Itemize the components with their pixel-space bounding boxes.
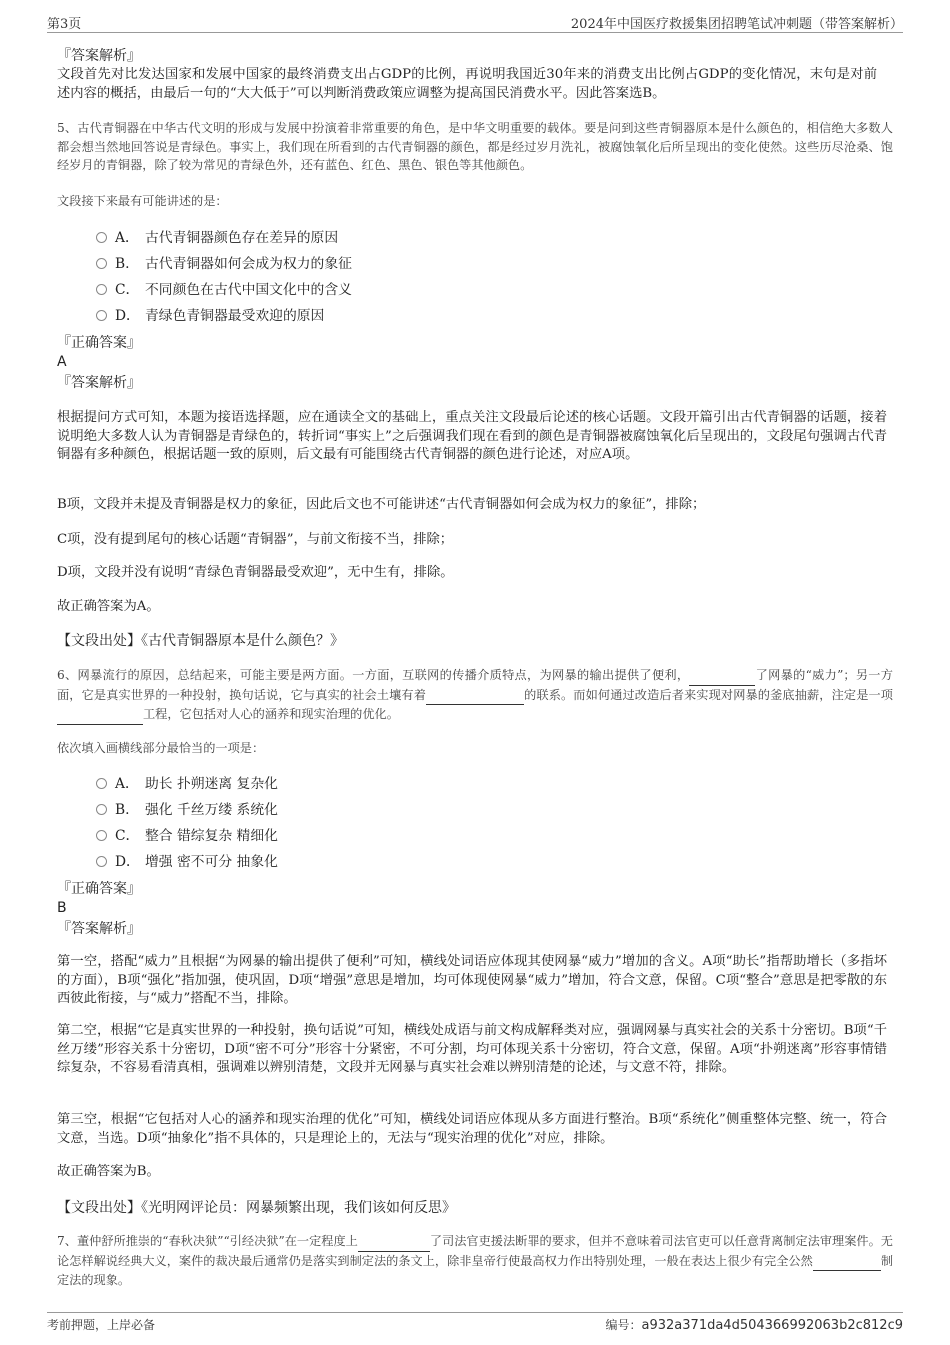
q7-stem <box>57 1232 893 1290</box>
q7-stem-part1: 7、董仲舒所推崇的“春秋决狱”“引经决狱”在一定程度上 <box>57 1234 358 1248</box>
q5-analysis-4: D项，文段并没有说明“青绿色青铜器最受欢迎”，无中生有，排除。 <box>57 565 454 580</box>
document-title: 2024年中国医疗救援集团招聘笔试冲刺题（带答案解析） <box>570 17 903 32</box>
page-footer <box>47 1312 903 1335</box>
q5-option-a[interactable] <box>96 228 338 248</box>
radio-icon[interactable] <box>96 232 107 243</box>
q6-option-a[interactable] <box>96 774 278 794</box>
code-value: a932a371da4d504366992063b2c812c9 <box>641 1318 903 1333</box>
q5-option-b[interactable] <box>96 254 352 274</box>
option-letter: C． <box>115 828 140 844</box>
q5-source <box>57 630 344 650</box>
prev-analysis-text: 文段首先对比发达国家和发展中国家的最终消费支出占GDP的比例，再说明我国近30年来的消费支出比例占GDP的变化情况，末句是对前述内容的概括，由最后一句的“大大低于”可以判断消费政策应调整为提高国民消费水平。因此答案选B。 <box>57 67 877 101</box>
prev-analysis-label: 『答案解析』 <box>57 48 141 64</box>
q5-option-d[interactable] <box>96 306 324 326</box>
source-title: 《古代青铜器原本是什么颜色？》 <box>141 633 344 649</box>
q6-answer-label: 『正确答案』 <box>57 881 141 897</box>
q6-stem-part3: 的联系。而如何通过改造后者来实现对网暴的釜底抽薪，注定是一项 <box>524 687 893 702</box>
q6-option-b[interactable] <box>96 800 278 820</box>
option-letter: D． <box>115 308 140 324</box>
q6-stem-part2: 了网暴的“威力”；另一方面，它是真实世界的一种投射，换句话说，它与真实的社会土壤有着 <box>57 668 893 702</box>
q6-stem-part4: 工程，它包括对人心的涵养和现实治理的优化。 <box>143 707 399 721</box>
source-label: 【文段出处】 <box>57 633 141 649</box>
q6-option-d[interactable] <box>96 852 278 872</box>
option-letter: A． <box>115 230 139 246</box>
option-text: 整合 错综复杂 精细化 <box>145 828 278 844</box>
q6-blank-3 <box>57 705 143 725</box>
q6-analysis-2: 第二空，根据“它是真实世界的一种投射，换句话说”可知，横线处成语与前文构成解释类对应，强调网暴与真实社会的关系十分密切。B项“千丝万缕”形容关系十分密切，D项“密不可分”形容十分紧密，不可分割，均可体现关系十分密切，符合文意，保留。A项“扑朔迷离”形容事情错综复杂，不容易看清真相，强调难以辨别清楚，文段并无网暴与真实社会难以辨别清楚的论述，与文意不符，排除。 <box>57 1023 887 1075</box>
option-text: 古代青铜器颜色存在差异的原因 <box>145 230 339 246</box>
option-text: 助长 扑朔迷离 复杂化 <box>145 776 278 792</box>
option-letter: B. <box>115 256 130 272</box>
q6-analysis-1: 第一空，搭配“威力”且根据“为网暴的输出提供了便利”可知，横线处词语应体现其使网暴“威力”增加的含义。A项“助长”指帮助增长（多指坏的方面），B项“强化”指加强，使巩固，D项“增强”意思是增加，均可体现使网暴“威力”增加，符合文意，保留。C项“整合”意思是把零散的东西彼此衔接，与“威力”搭配不当，排除。 <box>57 954 887 1006</box>
q5-analysis-3: C项，没有提到尾句的核心话题“青铜器”，与前文衔接不当，排除； <box>57 532 454 547</box>
radio-icon[interactable] <box>96 310 107 321</box>
q7-stem-part3: 制定法的现象。 <box>57 1253 894 1287</box>
q6-stem <box>57 666 893 725</box>
q6-analysis-label: 『答案解析』 <box>57 921 141 937</box>
radio-icon[interactable] <box>96 258 107 269</box>
q6-blank-2 <box>426 686 524 706</box>
option-text: 古代青铜器如何会成为权力的象征 <box>145 256 352 272</box>
option-letter: D． <box>115 854 140 870</box>
q6-option-c[interactable] <box>96 826 278 846</box>
option-text: 强化 千丝万缕 系统化 <box>145 802 278 818</box>
q5-analysis-2: B项，文段并未提及青铜器是权力的象征，因此后文也不可能讲述“古代青铜器如何会成为权力的象征”，排除； <box>57 497 706 512</box>
q5-answer: A <box>57 354 67 370</box>
source-label: 【文段出处】 <box>57 1200 141 1216</box>
q5-prompt: 文段接下来最有可能讲述的是： <box>57 194 228 208</box>
option-text: 增强 密不可分 抽象化 <box>145 854 278 870</box>
radio-icon[interactable] <box>96 284 107 295</box>
page-number: 第3页 <box>47 17 82 32</box>
option-letter: C． <box>115 282 140 298</box>
q5-analysis-1: 根据提问方式可知，本题为接语选择题，应在通读全文的基础上，重点关注文段最后论述的核心话题。文段开篇引出古代青铜器的话题，接着说明绝大多数人认为青铜器是青绿色的，转折词“事实上”之后强调我们现在看到的颜色是青铜器被腐蚀氧化后呈现出的，文段尾句强调古代青铜器有多种颜色，根据话题一致的原则，后文最有可能围绕古代青铜器的颜色进行论述，对应A项。 <box>57 410 887 462</box>
page-header <box>47 10 903 33</box>
code-label: 编号： <box>605 1318 642 1332</box>
q5-option-c[interactable] <box>96 280 352 300</box>
q7-blank-1 <box>358 1232 430 1252</box>
document-code <box>606 1316 903 1333</box>
q7-blank-2 <box>813 1252 881 1272</box>
footer-slogan: 考前押题，上岸必备 <box>47 1318 156 1332</box>
q6-answer: B <box>57 900 67 916</box>
radio-icon[interactable] <box>96 804 107 815</box>
q5-analysis-label: 『答案解析』 <box>57 375 141 391</box>
radio-icon[interactable] <box>96 778 107 789</box>
option-letter: A． <box>115 776 139 792</box>
q6-blank-1 <box>689 666 755 686</box>
radio-icon[interactable] <box>96 856 107 867</box>
radio-icon[interactable] <box>96 830 107 841</box>
q6-stem-part1: 6、网暴流行的原因，总结起来，可能主要是两方面。一方面，互联网的传播介质特点，为网暴的输出提供了便利， <box>57 668 690 682</box>
q6-prompt: 依次填入画横线部分最恰当的一项是： <box>57 741 265 755</box>
q5-answer-label: 『正确答案』 <box>57 335 141 351</box>
q5-stem: 5、古代青铜器在中华古代文明的形成与发展中扮演着非常重要的角色，是中华文明重要的载体。要是问到这些青铜器原本是什么颜色的，相信绝大多数人都会想当然地回答说是青绿色。事实上，我们现在所看到的古代青铜器的颜色，都是经过岁月洗礼，被腐蚀氧化后所呈现出的变化使然。这些历尽沧桑、饱经岁月的青铜器，除了较为常见的青绿色外，还有蓝色、红色、黑色、银色等其他颜色。 <box>57 121 893 172</box>
option-text: 青绿色青铜器最受欢迎的原因 <box>145 308 325 324</box>
option-letter: B. <box>115 802 130 818</box>
q6-conclusion: 故正确答案为B。 <box>57 1164 160 1179</box>
option-text: 不同颜色在古代中国文化中的含义 <box>145 282 352 298</box>
q6-analysis-3: 第三空，根据“它包括对人心的涵养和现实治理的优化”可知，横线处词语应体现从多方面进行整治。B项“系统化”侧重整体完整、统一，符合文意，当选。D项“抽象化”指不具体的，只是理论上的，无法与“现实治理的优化”对应，排除。 <box>57 1112 887 1146</box>
source-title: 《光明网评论员：网暴频繁出现，我们该如何反思》 <box>141 1200 456 1216</box>
q7-stem-part2: 了司法官吏援法断罪的要求，但并不意味着司法官吏可以任意背离制定法审理案件。无论怎样解说经典大义，案件的裁决最后通常仍是落实到制定法的条文上，除非皇帝行使最高权力作出特别处理，一般在表达上很少有完全公然 <box>57 1234 893 1268</box>
q6-source <box>57 1197 456 1217</box>
q5-conclusion: 故正确答案为A。 <box>57 599 160 614</box>
